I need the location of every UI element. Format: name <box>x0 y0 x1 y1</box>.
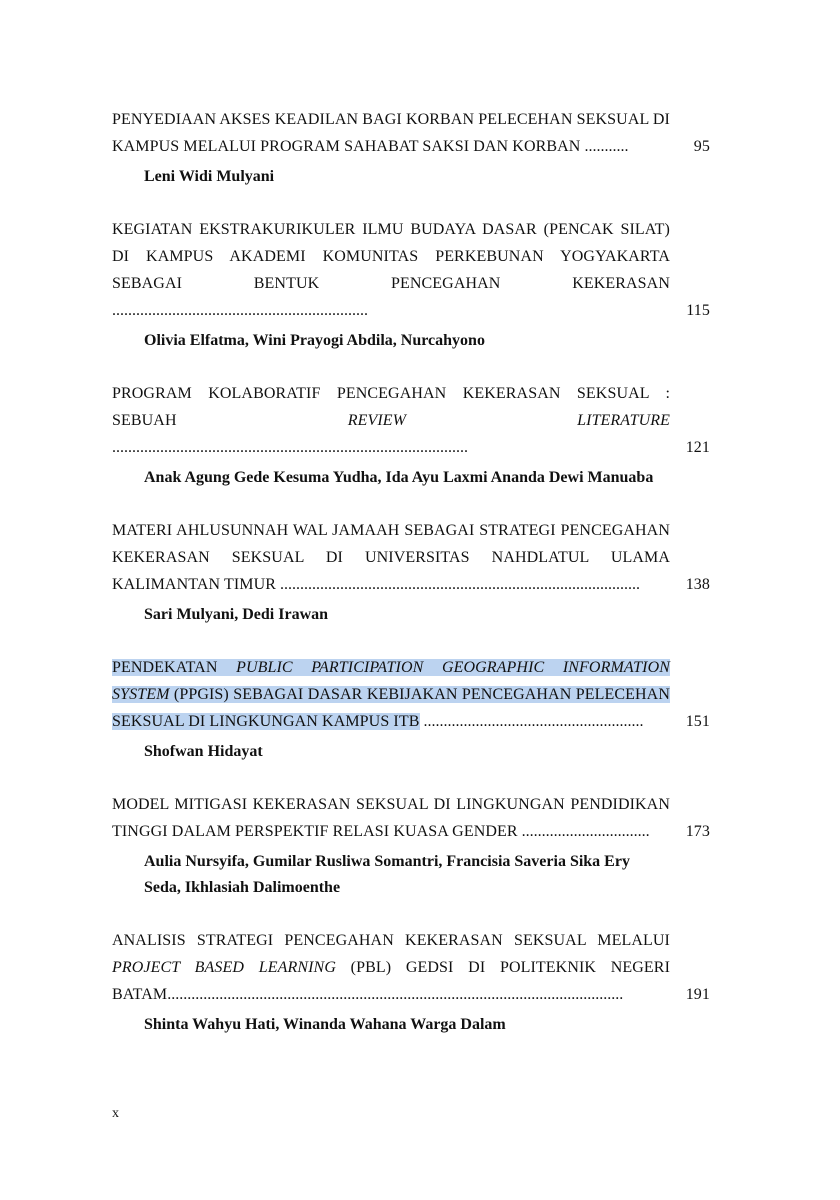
toc-entry-authors: Aulia Nursyifa, Gumilar Rusliwa Somantri, Francisia Saveria Sika Ery Seda, Ikhlasiah Dalimoenthe <box>144 853 630 896</box>
toc-entry-title-row <box>112 927 710 1008</box>
toc-entry-title <box>112 654 670 735</box>
toc-entry[interactable] <box>112 517 710 628</box>
toc-leader-dots: ................................ <box>517 823 650 840</box>
toc-entry-title <box>112 791 670 845</box>
toc-page-number[interactable]: 191 <box>685 986 710 1003</box>
toc-title-segment: PENYEDIAAN AKSES KEADILAN BAGI KORBAN PELECEHAN SEKSUAL DI KAMPUS MELALUI PROGRAM SAHABAT SAKSI DAN KORBAN <box>112 111 670 155</box>
toc-title-segment: PROGRAM KOLABORATIF PENCEGAHAN KEKERASAN SEKSUAL : SEBUAH <box>112 385 670 429</box>
toc-entry-title-row <box>112 380 710 461</box>
toc-entry-title <box>112 927 670 1008</box>
toc-entry-authors: Shofwan Hidayat <box>144 743 263 760</box>
toc-page-number[interactable]: 115 <box>686 302 710 319</box>
toc-entry[interactable] <box>112 380 710 491</box>
toc-entry[interactable] <box>112 927 710 1038</box>
toc-page-number[interactable]: 138 <box>685 576 710 593</box>
toc-leader-dots: ....................................................... <box>419 713 644 730</box>
toc-entry[interactable] <box>112 106 710 190</box>
page-number-roman: x <box>112 1106 119 1121</box>
toc-entry-authors: Sari Mulyani, Dedi Irawan <box>144 606 329 623</box>
toc-leader-dots: ........... <box>580 138 629 155</box>
toc-entry-title-row <box>112 106 710 160</box>
toc-title-italic-segment: REVIEW LITERATURE <box>347 412 670 429</box>
toc-leader-dots: ......................................................................................... <box>112 439 468 456</box>
toc-page-number[interactable]: 95 <box>693 138 710 155</box>
toc-entry-authors: Anak Agung Gede Kesuma Yudha, Ida Ayu Laxmi Ananda Dewi Manuaba <box>144 469 654 486</box>
toc-entry-authors: Olivia Elfatma, Wini Prayogi Abdila, Nurcahyono <box>144 332 485 349</box>
toc-entry[interactable] <box>112 791 710 901</box>
toc-entry-title <box>112 517 670 598</box>
toc-entry-title <box>112 216 670 324</box>
toc-title-segment: ANALISIS STRATEGI PENCEGAHAN KEKERASAN SEKSUAL MELALUI <box>112 932 670 949</box>
toc-title-segment: (PBL) GEDSI DI POLITEKNIK NEGERI BATAM <box>112 959 671 1003</box>
toc-entry-title-row <box>112 791 710 845</box>
toc-leader-dots: .......................................................................................... <box>276 576 641 593</box>
toc-title-italic-segment: PROJECT BASED LEARNING <box>112 959 336 976</box>
toc-title-segment: MODEL MITIGASI KEKERASAN SEKSUAL DI LINGKUNGAN PENDIDIKAN TINGGI DALAM PERSPEKTIF RELASI KUASA GENDER <box>112 796 670 840</box>
toc-entry[interactable] <box>112 216 710 354</box>
toc-page-number[interactable]: 173 <box>685 823 710 840</box>
toc-leader-dots: ................................................................ <box>112 302 368 319</box>
toc-entry-title-row <box>112 216 710 324</box>
toc-entry-title <box>112 380 670 461</box>
toc-leader-dots: .................................................................................................................. <box>167 986 624 1003</box>
toc-entry-authors: Leni Widi Mulyani <box>144 168 275 185</box>
toc-title-segment: MATERI AHLUSUNNAH WAL JAMAAH SEBAGAI STRATEGI PENCEGAHAN KEKERASAN SEKSUAL DI UNIVERSITAS NAHDLATUL ULAMA KALIMANTAN TIMUR <box>112 522 670 593</box>
toc-entry-title-row <box>112 517 710 598</box>
toc-entry-title-row <box>112 654 710 735</box>
toc-title-italic-segment: PUBLIC PARTICIPATION GEOGRAPHIC INFORMATION SYSTEM <box>112 659 670 703</box>
toc-title-segment: KEGIATAN EKSTRAKURIKULER ILMU BUDAYA DASAR (PENCAK SILAT) DI KAMPUS AKADEMI KOMUNITAS PERKEBUNAN YOGYAKARTA SEBAGAI BENTUK PENCEGAHAN KEKERASAN <box>112 221 670 292</box>
toc-entry-title <box>112 106 670 160</box>
toc-page-number[interactable]: 151 <box>685 713 710 730</box>
table-of-contents <box>112 106 710 1064</box>
toc-page-number[interactable]: 121 <box>685 439 710 456</box>
toc-title-segment: PENDEKATAN <box>112 659 237 676</box>
toc-entry-authors: Shinta Wahyu Hati, Winanda Wahana Warga Dalam <box>144 1016 506 1033</box>
toc-title-segment: (PPGIS) SEBAGAI DASAR KEBIJAKAN PENCEGAHAN PELECEHAN SEKSUAL DI LINGKUNGAN KAMPUS ITB <box>112 686 670 730</box>
toc-entry[interactable] <box>112 654 710 765</box>
